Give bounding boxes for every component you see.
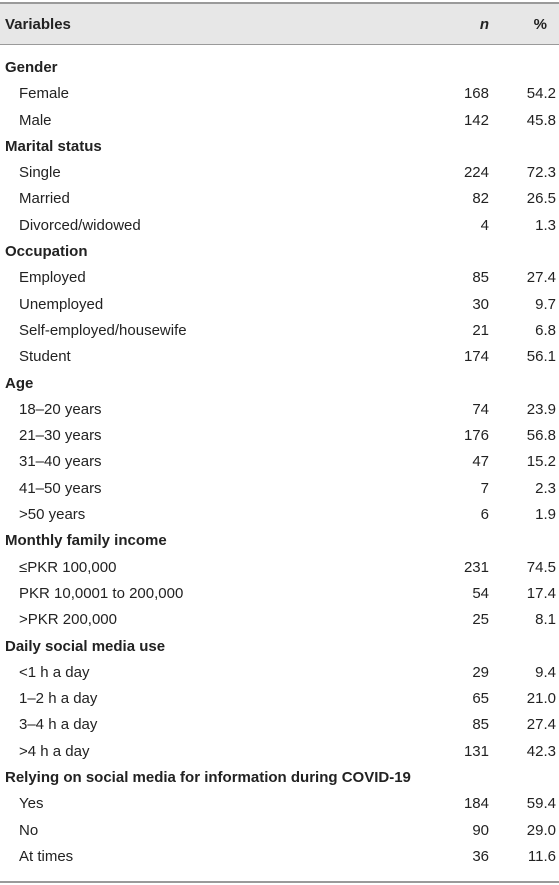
table-row <box>0 423 559 449</box>
row-label: <1 h a day <box>19 663 90 681</box>
row-label: Employed <box>19 269 86 287</box>
row-n-value: 90 <box>472 821 489 839</box>
row-percent-value: 26.5 <box>526 190 556 208</box>
row-percent-value: 11.6 <box>527 847 556 865</box>
row-label: >50 years <box>19 506 86 524</box>
table-row <box>0 712 559 738</box>
row-label: 21–30 years <box>19 427 102 445</box>
table-row <box>0 81 559 107</box>
row-n-value: 85 <box>472 269 489 287</box>
row-n-value: 176 <box>463 427 489 445</box>
table-row <box>0 555 559 581</box>
row-percent-value: 1.9 <box>535 506 556 524</box>
table-row <box>0 318 559 344</box>
row-n-value: 47 <box>472 453 489 471</box>
row-percent-value: 29.0 <box>526 821 556 839</box>
category-row <box>0 55 559 81</box>
row-label: At times <box>19 847 74 865</box>
table-row <box>0 818 559 844</box>
row-label: Student <box>19 348 71 366</box>
header-variables: Variables <box>5 16 71 33</box>
row-n-value: 54 <box>472 584 489 602</box>
table-bottom-rule <box>0 881 559 883</box>
row-label: PKR 10,0001 to 200,000 <box>19 584 184 602</box>
row-label: Divorced/widowed <box>19 216 141 234</box>
category-label: Occupation <box>5 243 88 261</box>
header-n: n <box>479 16 489 33</box>
row-label: 31–40 years <box>19 453 102 471</box>
category-label: Monthly family income <box>5 532 167 550</box>
row-label: Self-employed/housewife <box>19 321 187 339</box>
row-n-value: 29 <box>472 663 489 681</box>
category-row <box>0 371 559 397</box>
row-label: Married <box>19 190 70 208</box>
row-percent-value: 21.0 <box>526 690 556 708</box>
row-n-value: 65 <box>472 690 489 708</box>
row-label: Unemployed <box>19 295 104 313</box>
row-n-value: 30 <box>472 295 489 313</box>
table-row <box>0 265 559 291</box>
row-label: 3–4 h a day <box>19 716 98 734</box>
row-label: No <box>19 821 39 839</box>
row-label: Yes <box>19 795 44 813</box>
table-body <box>0 55 559 870</box>
row-n-value: 174 <box>463 348 489 366</box>
row-percent-value: 56.1 <box>526 348 556 366</box>
row-percent-value: 15.2 <box>526 453 556 471</box>
table-row <box>0 186 559 212</box>
row-n-value: 184 <box>463 795 489 813</box>
row-label: >PKR 200,000 <box>19 611 117 629</box>
row-percent-value: 56.8 <box>526 427 556 445</box>
table-row <box>0 844 559 870</box>
category-label: Relying on social media for information during COVID-19 <box>5 769 411 787</box>
row-label: 1–2 h a day <box>19 690 98 708</box>
row-percent-value: 6.8 <box>535 321 556 339</box>
category-label: Daily social media use <box>5 637 166 655</box>
row-percent-value: 1.3 <box>535 216 556 234</box>
table-header <box>0 4 559 44</box>
table-row <box>0 739 559 765</box>
row-percent-value: 9.4 <box>535 663 556 681</box>
category-row <box>0 239 559 265</box>
table-row <box>0 791 559 817</box>
row-label: Male <box>19 111 52 129</box>
category-label: Age <box>5 374 34 392</box>
row-percent-value: 27.4 <box>526 716 556 734</box>
row-n-value: 168 <box>463 85 489 103</box>
header-percent: % <box>533 16 547 33</box>
table-row <box>0 660 559 686</box>
category-row <box>0 134 559 160</box>
row-percent-value: 59.4 <box>526 795 556 813</box>
row-label: 41–50 years <box>19 479 102 497</box>
category-row <box>0 765 559 791</box>
row-n-value: 82 <box>472 190 489 208</box>
table-row <box>0 686 559 712</box>
row-percent-value: 54.2 <box>526 85 556 103</box>
table-row <box>0 213 559 239</box>
row-n-value: 36 <box>472 847 489 865</box>
category-row <box>0 528 559 554</box>
table-row <box>0 449 559 475</box>
row-n-value: 4 <box>480 216 489 234</box>
table-row <box>0 607 559 633</box>
row-percent-value: 23.9 <box>526 400 556 418</box>
row-percent-value: 8.1 <box>535 611 556 629</box>
category-row <box>0 634 559 660</box>
row-n-value: 6 <box>480 506 489 524</box>
row-label: Single <box>19 164 61 182</box>
row-n-value: 231 <box>463 558 489 576</box>
table-row <box>0 292 559 318</box>
table-row <box>0 344 559 370</box>
row-n-value: 131 <box>463 742 489 760</box>
row-n-value: 142 <box>463 111 489 129</box>
row-percent-value: 42.3 <box>526 742 556 760</box>
row-label: ≤PKR 100,000 <box>19 558 117 576</box>
category-label: Marital status <box>5 137 102 155</box>
row-percent-value: 45.8 <box>526 111 556 129</box>
row-n-value: 7 <box>480 479 489 497</box>
row-n-value: 224 <box>463 164 489 182</box>
row-percent-value: 2.3 <box>535 479 556 497</box>
table-row <box>0 476 559 502</box>
row-label: 18–20 years <box>19 400 102 418</box>
table-row <box>0 502 559 528</box>
row-label: Female <box>19 85 70 103</box>
row-percent-value: 27.4 <box>526 269 556 287</box>
row-percent-value: 9.7 <box>535 295 556 313</box>
row-n-value: 25 <box>472 611 489 629</box>
table-row <box>0 581 559 607</box>
table-row <box>0 397 559 423</box>
row-n-value: 21 <box>472 321 489 339</box>
row-percent-value: 74.5 <box>526 558 556 576</box>
row-percent-value: 17.4 <box>526 584 556 602</box>
row-n-value: 85 <box>472 716 489 734</box>
row-label: >4 h a day <box>19 742 90 760</box>
row-percent-value: 72.3 <box>526 164 556 182</box>
header-rule <box>0 44 559 45</box>
category-label: Gender <box>5 59 58 76</box>
table-row <box>0 108 559 134</box>
row-n-value: 74 <box>472 400 489 418</box>
table-row <box>0 160 559 186</box>
